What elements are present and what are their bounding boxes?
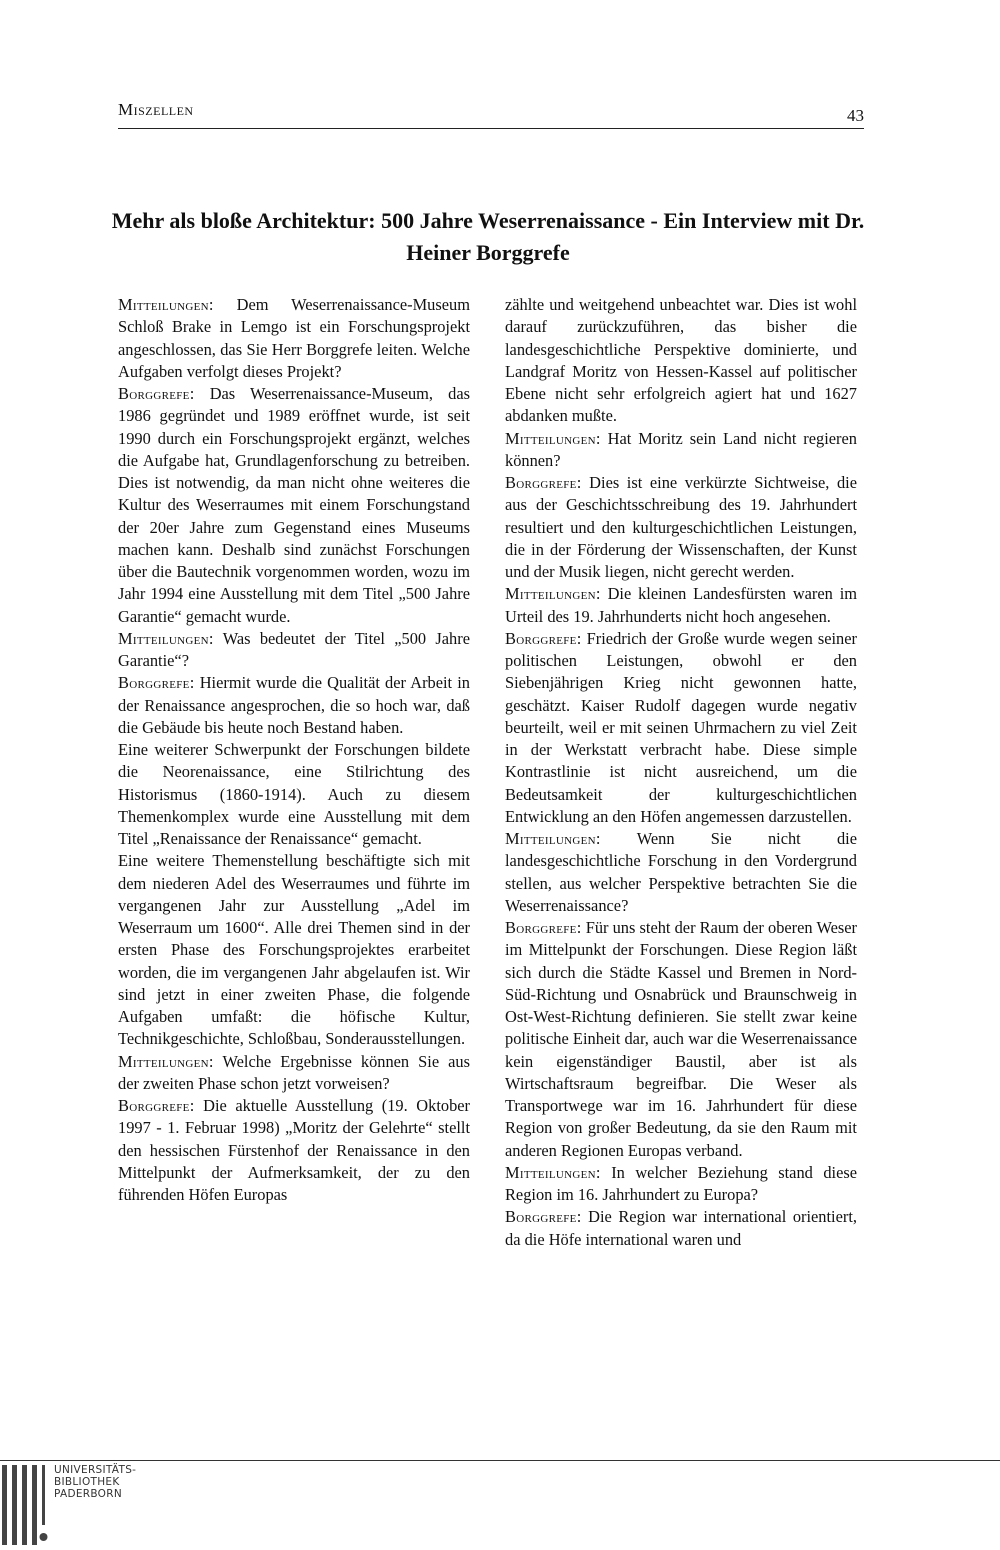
speaker-label: Mitteilungen: — [118, 1051, 214, 1071]
paragraph-text: Die Region war international orientiert, da die Höfe international waren und — [505, 1207, 857, 1249]
paragraph — [118, 850, 470, 1050]
right-column — [505, 294, 857, 1251]
paragraph — [118, 739, 470, 850]
speaker-label: Mitteilungen: — [505, 584, 601, 604]
paragraph — [505, 917, 857, 1162]
footer-rule — [0, 1460, 1000, 1461]
running-title: Miszellen — [118, 100, 194, 119]
library-logo-icon — [0, 1465, 48, 1549]
paragraph-text: Was bedeutet der Titel „500 Jahre Garantie“? — [118, 628, 470, 670]
speaker-label: Borggrefe: — [118, 673, 195, 693]
paragraph-text: Welche Ergebnisse können Sie aus der zweiten Phase schon jetzt vorweisen? — [118, 1051, 470, 1093]
paragraph-text: Wenn Sie nicht die landesgeschichtliche Forschung in den Vordergrund stellen, aus welcher Perspektive betrachten Sie die Weserrenaissance? — [505, 829, 857, 915]
speaker-label: Mitteilungen: — [118, 628, 214, 648]
paragraph — [118, 294, 470, 383]
logo-line: PADERBORN — [54, 1488, 122, 1500]
paragraph-text: Dies ist eine verkürzte Sichtweise, die aus der Geschichtsschreibung des 19. Jahrhundert resultiert und den kulturgeschichtlichen Leistungen, die in der Förderung der Wissenschaften, der Kunst und der Musik liegen, nicht gerecht werden. — [505, 473, 857, 581]
speaker-label: Borggrefe: — [505, 1207, 582, 1227]
library-logo — [0, 1462, 200, 1550]
speaker-label: Mitteilungen: — [505, 1162, 601, 1182]
paragraph — [505, 428, 857, 473]
paragraph — [505, 472, 857, 583]
logo-line: BIBLIOTHEK — [54, 1476, 120, 1488]
speaker-label: Borggrefe: — [118, 1096, 195, 1115]
paragraph — [505, 1206, 857, 1251]
paragraph-text: Hat Moritz sein Land nicht regieren können? — [505, 428, 857, 470]
paragraph — [118, 672, 470, 739]
running-head — [118, 100, 864, 130]
speaker-label: Mitteilungen: — [505, 428, 601, 448]
paragraph-text: Eine weitere Themenstellung beschäftigte sich mit dem niederen Adel des Weserraumes und führte im vergangenen Jahr zur Ausstellung „Adel im Weserraum um 1600“. Alle drei Themen sind in der ersten Phase des Forschungsprojektes erarbeitet worden, die im vergangenen Jahr abgelaufen ist. Wir sind jetzt in einer zweiten Phase, die folgende Aufgaben umfaßt: die höfische Kultur, Technikgeschichte, Schloßbau, Sonderausstellungen. — [118, 851, 470, 1049]
article-title: Mehr als bloße Architektur: 500 Jahre Weserrenaissance - Ein Interview mit Dr. Heiner Borggrefe — [111, 208, 865, 265]
paragraph — [505, 628, 857, 828]
speaker-label: Mitteilungen: — [118, 295, 214, 314]
paragraph-text: Die aktuelle Ausstellung (19. Oktober 1997 - 1. Februar 1998) „Moritz der Gelehrte“ stellt den hessischen Fürstenhof der Renaissance in den Mittelpunkt der Aufmerksamkeit, der zu den führenden Höfen Europas — [118, 1096, 470, 1204]
paragraph-text: Dem Weserrenaissance-Museum Schloß Brake in Lemgo ist ein Forschungsprojekt angeschlossen, das Sie Herr Borggrefe leiten. Welche Aufgaben verfolgt dieses Projekt? — [118, 295, 470, 381]
paragraph-text: Hiermit wurde die Qualität der Arbeit in der Renaissance angesprochen, die so hoch war, daß die Gebäude bis heute noch Bestand haben. — [118, 673, 470, 737]
library-logo-text — [54, 1464, 136, 1500]
paragraph-text: Friedrich der Große wurde wegen seiner politischen Leistungen, obwohl er den Siebenjährigen Krieg nicht gewonnen hatte, geschätzt. Kaiser Rudolf dagegen wurde negativ beurteilt, weil er mit seinen Uhrmachern zu viel Zeit in der Werkstatt verbracht habe. Diese simple Kontrastlinie ist nicht ausreichend, um die Bedeutsamkeit der kulturgeschichtlichen Entwicklung an den Höfen angemessen darzustellen. — [505, 628, 857, 826]
paragraph — [505, 828, 857, 917]
paragraph — [505, 1162, 857, 1207]
logo-line: UNIVERSITÄTS- — [54, 1464, 137, 1476]
paragraph-text: In welcher Beziehung stand diese Region im 16. Jahrhundert zu Europa? — [505, 1162, 857, 1204]
speaker-label: Borggrefe: — [505, 918, 582, 937]
speaker-label: Mitteilungen: — [505, 829, 601, 848]
paragraph — [118, 1051, 470, 1096]
speaker-label: Borggrefe: — [505, 473, 582, 492]
paragraph — [118, 628, 470, 673]
paragraph — [505, 294, 857, 428]
page-number: 43 — [847, 106, 864, 125]
paragraph-text: Die kleinen Landesfürsten waren im Urteil des 19. Jahrhunderts nicht hoch angesehen. — [505, 584, 857, 626]
paragraph-text: Das Weserrenaissance-Museum, das 1986 gegründet und 1989 eröffnet wurde, ist seit 1990 durch ein Forschungsprojekt ergänzt, welches die Aufgabe hat, Grundlagenforschung zu betreiben. Dies ist notwendig, da man nicht ohne weiteres die Kultur des Weserraumes mit einem Forschungstand der 20er Jahre zum Gegenstand eines Museums machen kann. Deshalb sind zunächst Forschungen über die Bautechnik vorgenommen worden, wozu im Jahr 1994 eine Ausstellung mit dem Titel „500 Jahre Garantie“ gemacht wurde. — [118, 384, 470, 626]
paragraph — [505, 583, 857, 628]
speaker-label: Borggrefe: — [118, 384, 195, 403]
left-column — [118, 294, 470, 1206]
paragraph-text: zählte und weitgehend unbeachtet war. Dies ist wohl darauf zurückzuführen, das bisher die landesgeschichtliche Perspektive dominierte, und Landgraf Moritz von Hessen-Kassel auf politischer Ebene nicht sehr erfolgreich agiert hat und 1627 abdanken mußte. — [505, 295, 857, 426]
speaker-label: Borggrefe: — [505, 628, 582, 648]
paragraph — [118, 1095, 470, 1206]
header-rule — [118, 128, 864, 129]
paragraph-text: Eine weiterer Schwerpunkt der Forschungen bildete die Neorenaissance, eine Stilrichtung des Historismus (1860-1914). Auch zu diesem Themenkomplex wurde eine Ausstellung mit dem Titel „Renaissance der Renaissance“ gemacht. — [118, 740, 470, 848]
paragraph — [118, 383, 470, 628]
paragraph-text: Für uns steht der Raum der oberen Weser im Mittelpunkt der Forschungen. Diese Region läßt sich durch die Städte Kassel und Bremen in Nord-Süd-Richtung und Osnabrück und Braunschweig in Ost-West-Richtung definieren. Sie stellt zwar keine politische Einheit dar, auch war die Weserrenaissance kein eigenständiger Baustil, aber ist als Wirtschaftsraum begreifbar. Die Weser als Transportwege war im 16. Jahrhundert für diese Region von großer Bedeutung, da sie den Raum mit anderen Regionen Europas verband. — [505, 918, 857, 1160]
